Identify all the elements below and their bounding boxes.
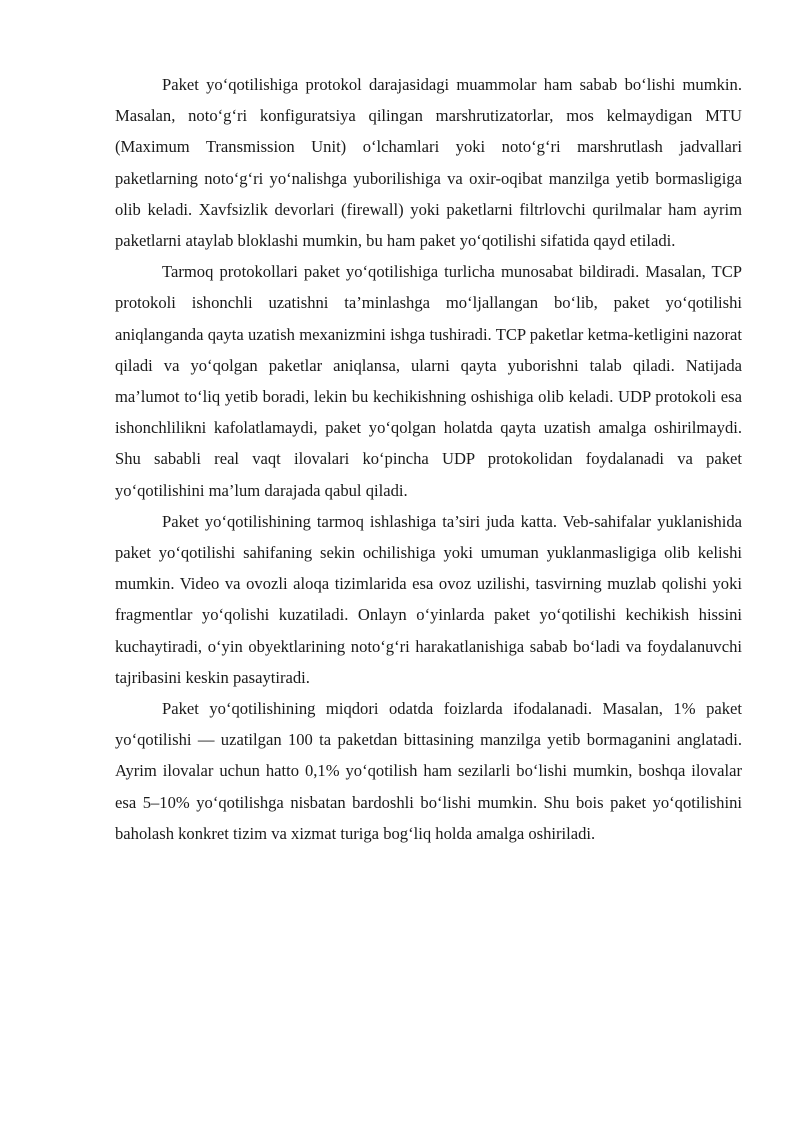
paragraph-network-impact: Paket yo‘qotilishining tarmoq ishlashiga ta’siri juda katta. Veb-sahifalar yuklanishida paket yo‘qotilishi sahifaning sekin ochilishiga yoki umuman yuklanmasligiga olib kelishi mumkin. Video va ovozli aloqa tizimlarida esa ovoz uzilishi, tasvirning muzlab qolishi yoki fragmentlar yo‘qolishi kuzatiladi. Onlayn o‘yinlarda paket yo‘qotilishi kechikish hissini kuchaytiradi, o‘yin obyektlarining noto‘g‘ri harakatlanishiga sabab bo‘ladi va foydalanuvchi tajribasini keskin pasaytiradi. — [115, 511, 742, 687]
document-page — [115, 69, 742, 849]
paragraph-loss-percentage: Paket yo‘qotilishining miqdori odatda foizlarda ifodalanadi. Masalan, 1% paket yo‘qotilishi — uzatilgan 100 ta paketdan bittasining manzilga yetib bormaganini anglatadi. Ayrim ilovalar uchun hatto 0,1% yo‘qotilish ham sezilarli bo‘lishi mumkin, boshqa ilovalar esa 5–10% yo‘qotilishga nisbatan bardoshli bo‘lishi mumkin. Shu bois paket yo‘qotilishini baholash konkret tizim va xizmat turiga bog‘liq holda amalga oshiriladi. — [115, 699, 742, 843]
paragraph-protocol-causes: Paket yo‘qotilishiga protokol darajasidagi muammolar ham sabab bo‘lishi mumkin. Masalan, noto‘g‘ri konfiguratsiya qilingan marshrutizatorlar, mos kelmaydigan MTU (Maximum Transmission Unit) o‘lchamlari yoki noto‘g‘ri marshrutlash jadvallari paketlarning noto‘g‘ri yo‘nalishga yuborilishiga va oxir-oqibat manzilga yetib bormasligiga olib keladi. Xavfsizlik devorlari (firewall) yoki paketlarni filtrlovchi qurilmalar ham ayrim paketlarni ataylab bloklashi mumkin, bu ham paket yo‘qotilishi sifatida qayd etiladi. — [115, 75, 742, 251]
paragraph-tcp-udp: Tarmoq protokollari paket yo‘qotilishiga turlicha munosabat bildiradi. Masalan, TCP protokoli ishonchli uzatishni ta’minlashga mo‘ljallangan bo‘lib, paket yo‘qotilishi aniqlanganda qayta uzatish mexanizmini ishga tushiradi. TCP paketlar ketma-ketligini nazorat qiladi va yo‘qolgan paketlar aniqlansa, ularni qayta yuborishni talab qiladi. Natijada ma’lumot to‘liq yetib boradi, lekin bu kechikishning oshishiga olib keladi. UDP protokoli esa ishonchlilikni kafolatlamaydi, paket yo‘qolgan holatda qayta uzatish amalga oshirilmaydi. Shu sababli real vaqt ilovalari ko‘pincha UDP protokolidan foydalanadi va paket yo‘qotilishini ma’lum darajada qabul qiladi. — [115, 262, 742, 500]
